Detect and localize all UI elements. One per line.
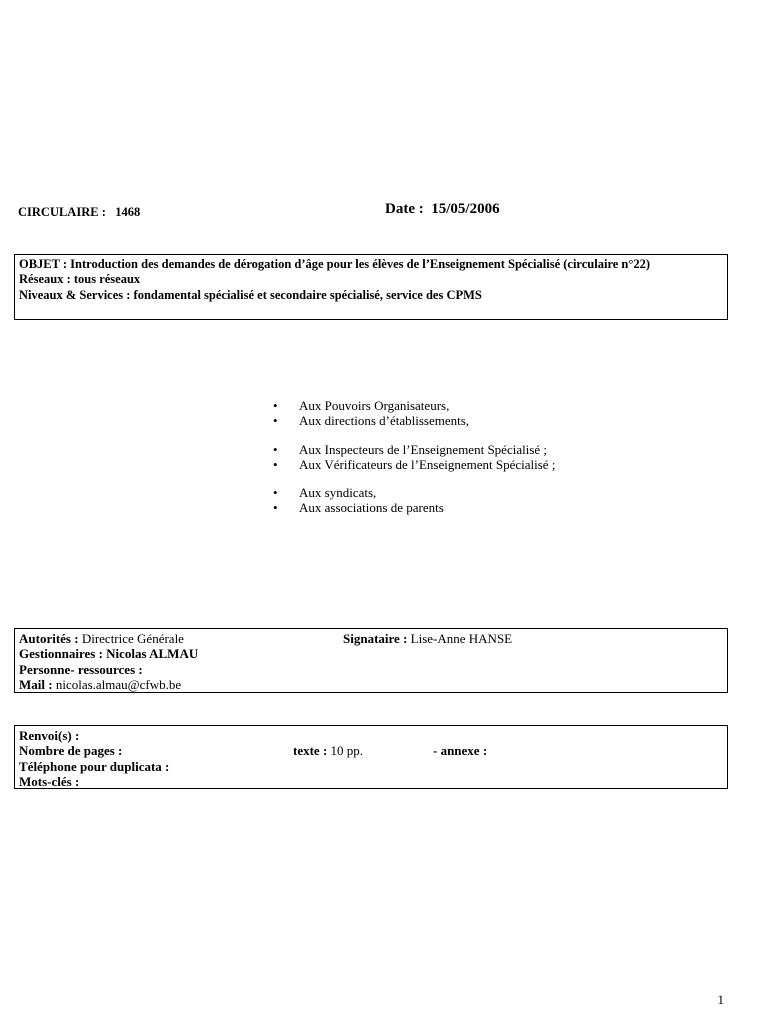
recipient-text: Aux Vérificateurs de l’Enseignement Spécialisé ; xyxy=(299,456,556,472)
bullet-icon: • xyxy=(273,413,278,429)
bullet-icon: • xyxy=(273,456,278,472)
recipient-text: Aux associations de parents xyxy=(299,500,444,516)
bullet-icon: • xyxy=(273,398,278,413)
autorites-label: Autorités : xyxy=(19,631,79,646)
signataire-label: Signataire : xyxy=(343,631,408,646)
recipient-group xyxy=(273,398,555,429)
date-value: 15/05/2006 xyxy=(431,201,500,217)
renvoi-row xyxy=(19,728,727,743)
mail-value: nicolas.almau@cfwb.be xyxy=(55,676,182,692)
page-number: 1 xyxy=(717,992,724,1007)
mail-label: Mail : xyxy=(19,676,53,692)
recipient-text: Aux Pouvoirs Organisateurs, xyxy=(299,398,450,413)
reseaux-text: Réseaux : tous réseaux xyxy=(19,272,141,287)
circulaire-number: 1468 xyxy=(115,205,141,219)
authority-box xyxy=(14,628,728,693)
mail-row xyxy=(19,677,727,692)
telephone-label: Téléphone pour duplicata : xyxy=(19,758,170,774)
autorites-row xyxy=(19,631,727,646)
circulaire-label: CIRCULAIRE : xyxy=(18,205,106,219)
personne-label: Personne- ressources : xyxy=(19,661,143,677)
niveaux-text: Niveaux & Services : fondamental spécialisé et secondaire spécialisé, service des CPMS xyxy=(19,287,482,302)
autorites-value: Directrice Générale xyxy=(81,631,184,646)
date-line xyxy=(385,202,500,217)
list-item xyxy=(273,442,555,457)
texte-label: texte : xyxy=(293,743,328,759)
circulaire-line xyxy=(18,205,140,220)
signataire xyxy=(343,631,512,646)
gestionnaires-row xyxy=(19,646,727,661)
list-item xyxy=(273,485,555,500)
texte-value: 10 pp. xyxy=(330,743,364,759)
texte xyxy=(293,743,363,758)
recipient-list xyxy=(273,398,555,529)
mots-cles-label: Mots-clés : xyxy=(19,773,80,789)
nombre-pages-label: Nombre de pages : xyxy=(19,743,123,759)
gestionnaires-label: Gestionnaires : Nicolas ALMAU xyxy=(19,646,199,662)
renvoi-label: Renvoi(s) : xyxy=(19,728,80,743)
list-item xyxy=(273,398,555,413)
telephone-row xyxy=(19,759,727,774)
objet-text: OBJET : Introduction des demandes de dérogation d’âge pour les élèves de l’Enseignement Spécialisé (circulaire n°22) xyxy=(19,257,651,271)
recipient-text: Aux syndicats, xyxy=(299,485,377,501)
annexe-label: - annexe : xyxy=(433,743,488,759)
reference-box xyxy=(14,725,728,789)
recipient-group xyxy=(273,485,555,516)
bullet-icon: • xyxy=(273,500,278,516)
list-item xyxy=(273,500,555,515)
nombre-pages-row xyxy=(19,743,727,758)
list-item xyxy=(273,457,555,472)
bullet-icon: • xyxy=(273,485,278,501)
recipient-text: Aux directions d’établissements, xyxy=(299,413,470,429)
date-label: Date : xyxy=(385,201,424,217)
list-item xyxy=(273,413,555,428)
signataire-value: Lise-Anne HANSE xyxy=(410,631,513,646)
recipient-text: Aux Inspecteurs de l’Enseignement Spécialisé ; xyxy=(299,441,548,457)
personne-row xyxy=(19,662,727,677)
mots-cles-row xyxy=(19,774,727,789)
recipient-group xyxy=(273,442,555,473)
objet-box xyxy=(14,254,728,320)
bullet-icon: • xyxy=(273,441,278,457)
